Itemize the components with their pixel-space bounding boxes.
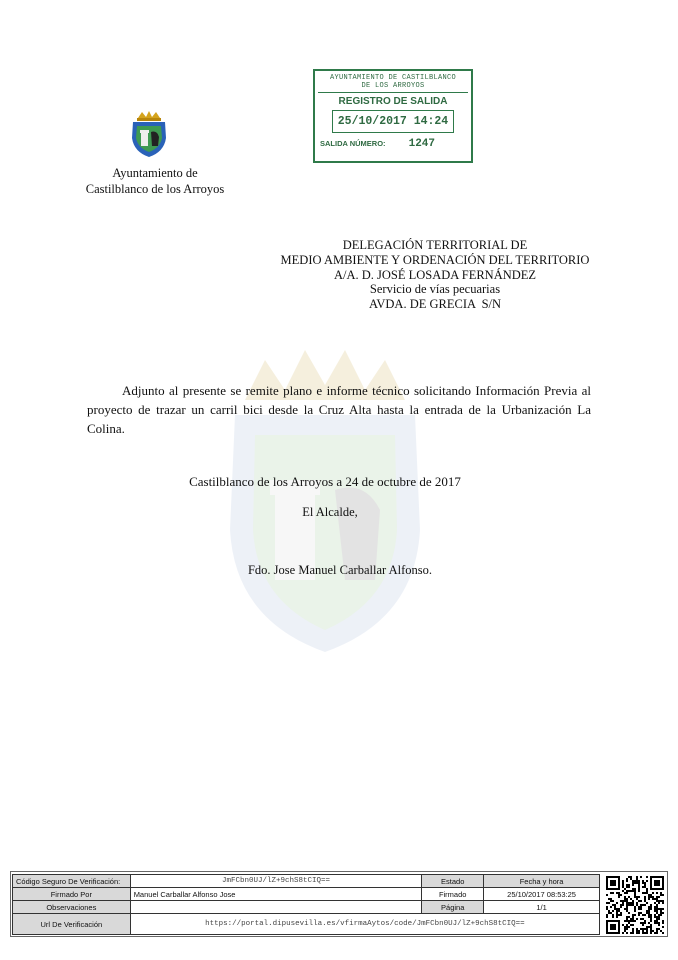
signer-title: El Alcalde, [302,505,358,519]
coat-of-arms-icon [130,110,168,158]
signer-name: Fdo. Jose Manuel Carballar Alfonso. [247,563,432,577]
recipient-address [270,238,600,312]
fecha-value: 25/10/2017 08:53:25 [484,888,600,901]
stamp-number-row [320,138,465,150]
pagina-label: Página [422,901,484,914]
observaciones-value [130,901,422,914]
stamp-header-line-2: DE LOS ARROYOS [361,82,425,90]
stamp-header-line-1: AYUNTAMIENTO DE CASTILBLANCO [329,74,457,82]
stamp-divider [318,92,468,93]
estado-label: Estado [422,875,484,888]
letter-body: Adjunto al presente se remite plano e informe técnico solicitando Información Previa al proyecto de trazar un carril bici desde la Cruz Alta hasta la entrada de la Urbanización La Colina. [87,383,591,436]
url-label: Url De Verificación [13,914,131,935]
stamp-header [315,74,471,90]
table-row [13,888,600,901]
sender-line-2: Castilblanco de los Arroyos [85,181,225,196]
stamp-number-label: SALIDA NÚMERO: [320,139,386,148]
recipient-line: A/A. D. JOSÉ LOSADA FERNÁNDEZ [333,267,537,282]
table-row [13,875,600,888]
recipient-line: AVDA. DE GRECIA S/N [368,297,502,312]
csv-value: JmFCbn0UJ/lZ+9chS8tCIQ== [130,875,422,888]
sender-line-1: Ayuntamiento de [112,166,198,180]
verification-url[interactable]: https://portal.dipusevilla.es/vfirmaAytos/code/JmFCbn0UJ/lZ+9chS8tCIQ== [130,914,599,935]
sender-block [80,166,230,197]
registry-stamp [313,69,473,163]
firmado-por-label: Firmado Por [13,888,131,901]
csv-label: Código Seguro De Verificación: [13,875,131,888]
recipient-line: MEDIO AMBIENTE Y ORDENACIÓN DEL TERRITORIO [280,252,590,267]
fecha-label: Fecha y hora [484,875,600,888]
estado-value: Firmado [422,888,484,901]
firmado-por-value: Manuel Carballar Alfonso Jose [130,888,422,901]
stamp-number-value: 1247 [408,138,435,150]
table-row [13,901,600,914]
observaciones-label: Observaciones [13,901,131,914]
place-and-date: Castilblanco de los Arroyos a 24 de octubre de 2017 [189,474,461,489]
qr-code-icon [606,876,664,934]
verification-table [12,874,600,935]
recipient-line: DELEGACIÓN TERRITORIAL DE [342,238,528,252]
stamp-datetime: 25/10/2017 14:24 [332,110,454,133]
recipient-line: Servicio de vías pecuarias [369,282,501,297]
stamp-title: REGISTRO DE SALIDA [338,96,448,107]
table-row [13,914,600,935]
pagina-value: 1/1 [484,901,600,914]
